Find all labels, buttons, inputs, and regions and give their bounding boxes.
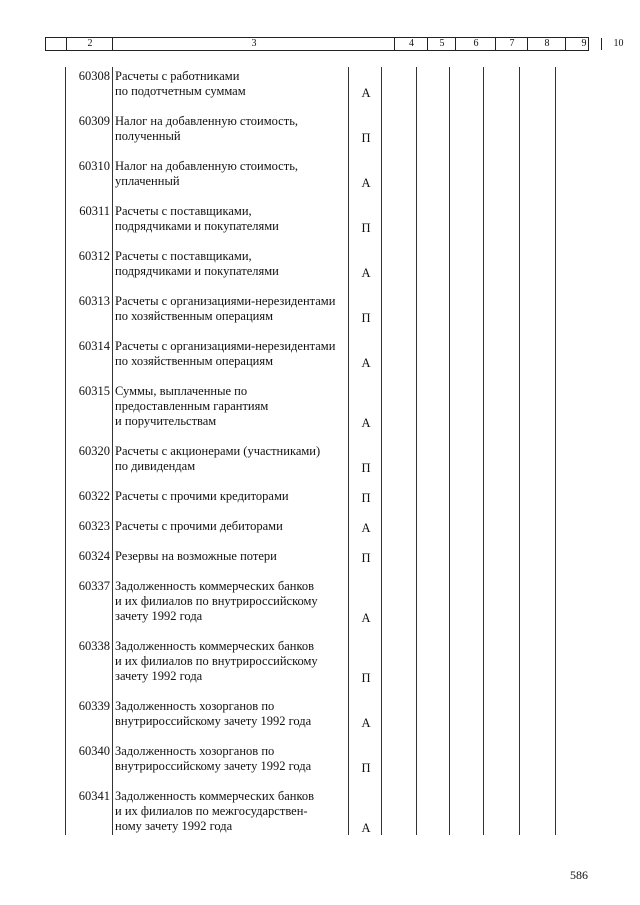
- account-name: [115, 639, 350, 684]
- account-code: 60341: [78, 789, 110, 803]
- account-name: [115, 744, 350, 774]
- account-name: [115, 699, 350, 729]
- account-type: П: [361, 311, 371, 325]
- column-rule: [65, 67, 66, 835]
- account-code: 60339: [78, 699, 110, 713]
- account-name-line: ному зачету 1992 года: [115, 819, 233, 833]
- account-name-line: Расчеты с организациями-нерезидентами: [115, 339, 336, 353]
- account-name: [115, 444, 350, 474]
- account-code: 60323: [78, 519, 110, 533]
- account-name-line: по дивидендам: [115, 459, 196, 473]
- account-name-line: Задолженность хозорганов по: [115, 699, 275, 713]
- account-name-line: подрядчиками и покупателями: [115, 264, 279, 278]
- account-type: А: [361, 176, 371, 190]
- account-name: [115, 69, 350, 99]
- account-name-line: по подотчетным суммам: [115, 84, 246, 98]
- account-type: А: [361, 521, 371, 535]
- account-code: 60313: [78, 294, 110, 308]
- account-name-line: Резервы на возможные потери: [115, 549, 277, 563]
- account-type: П: [361, 221, 371, 235]
- account-name-line: Расчеты с прочими дебиторами: [115, 519, 283, 533]
- account-name-line: уплаченный: [115, 174, 180, 188]
- column-rule: [112, 67, 113, 835]
- account-code: 60315: [78, 384, 110, 398]
- header-col-9: 9: [565, 38, 602, 50]
- account-type: П: [361, 131, 371, 145]
- account-name-line: Расчеты с акционерами (участниками): [115, 444, 321, 458]
- account-name-line: Расчеты с работниками: [115, 69, 240, 83]
- header-col-7: 7: [495, 38, 528, 50]
- account-type: П: [361, 761, 371, 775]
- account-name-line: зачету 1992 года: [115, 609, 203, 623]
- header-col-10: 10: [601, 38, 635, 50]
- account-name: [115, 519, 350, 534]
- column-rule: [483, 67, 484, 835]
- account-name-line: Расчеты с поставщиками,: [115, 204, 252, 218]
- account-name-line: предоставленным гарантиям: [115, 399, 269, 413]
- table-header: [45, 37, 624, 51]
- page-number: 586: [570, 868, 588, 882]
- account-name: [115, 114, 350, 144]
- header-col-4: 4: [394, 38, 428, 50]
- account-type: А: [361, 266, 371, 280]
- account-name-line: Налог на добавленную стоимость,: [115, 114, 299, 128]
- header-col-3: 3: [112, 38, 395, 50]
- account-name-line: Налог на добавленную стоимость,: [115, 159, 299, 173]
- account-name-line: и их филиалов по внутрироссийскому: [115, 594, 318, 608]
- header-col-1: [46, 38, 66, 50]
- account-name: [115, 339, 350, 369]
- account-name-line: внутрироссийскому зачету 1992 года: [115, 759, 312, 773]
- account-name-line: Расчеты с прочими кредиторами: [115, 489, 289, 503]
- account-name-line: и поручительствам: [115, 414, 217, 428]
- account-code: 60337: [78, 579, 110, 593]
- account-code: 60340: [78, 744, 110, 758]
- account-code: 60309: [78, 114, 110, 128]
- account-name: [115, 159, 350, 189]
- account-name-line: Задолженность коммерческих банков: [115, 579, 315, 593]
- account-code: 60322: [78, 489, 110, 503]
- account-type: П: [361, 671, 371, 685]
- account-name: [115, 549, 350, 564]
- account-name-line: Задолженность коммерческих банков: [115, 789, 315, 803]
- account-code: 60311: [79, 204, 110, 218]
- account-name: [115, 489, 350, 504]
- account-type: П: [361, 491, 371, 505]
- account-name-line: по хозяйственным операциям: [115, 354, 273, 368]
- header-col-5: 5: [427, 38, 456, 50]
- account-type: А: [361, 611, 371, 625]
- column-rule: [449, 67, 450, 835]
- account-name: [115, 204, 350, 234]
- account-type: А: [361, 86, 371, 100]
- account-type: П: [361, 551, 371, 565]
- account-code: 60338: [78, 639, 110, 653]
- account-name-line: и их филиалов по внутрироссийскому: [115, 654, 318, 668]
- account-type: П: [361, 461, 371, 475]
- header-col-2: 2: [66, 38, 113, 50]
- header-col-8: 8: [527, 38, 566, 50]
- account-code: 60314: [78, 339, 110, 353]
- account-name-line: подрядчиками и покупателями: [115, 219, 279, 233]
- account-name-line: Задолженность хозорганов по: [115, 744, 275, 758]
- account-name-line: Задолженность коммерческих банков: [115, 639, 315, 653]
- account-name-line: полученный: [115, 129, 181, 143]
- account-name: [115, 789, 350, 834]
- account-code: 60310: [78, 159, 110, 173]
- account-code: 60308: [78, 69, 110, 83]
- account-name-line: внутрироссийскому зачету 1992 года: [115, 714, 312, 728]
- account-name: [115, 294, 350, 324]
- account-code: 60320: [78, 444, 110, 458]
- header-col-6: 6: [455, 38, 496, 50]
- account-name-line: Суммы, выплаченные по: [115, 384, 248, 398]
- account-name-line: Расчеты с организациями-нерезидентами: [115, 294, 336, 308]
- account-type: А: [361, 416, 371, 430]
- account-name: [115, 579, 350, 624]
- account-type: А: [361, 716, 371, 730]
- account-name-line: по хозяйственным операциям: [115, 309, 273, 323]
- column-rule: [416, 67, 417, 835]
- column-rule: [519, 67, 520, 835]
- account-name: [115, 249, 350, 279]
- account-name-line: и их филиалов по межгосударствен-: [115, 804, 308, 818]
- account-code: 60324: [78, 549, 110, 563]
- account-name: [115, 384, 350, 429]
- column-rule: [555, 67, 556, 835]
- account-code: 60312: [78, 249, 110, 263]
- account-type: А: [361, 356, 371, 370]
- account-type: А: [361, 821, 371, 835]
- account-name-line: Расчеты с поставщиками,: [115, 249, 252, 263]
- account-name-line: зачету 1992 года: [115, 669, 203, 683]
